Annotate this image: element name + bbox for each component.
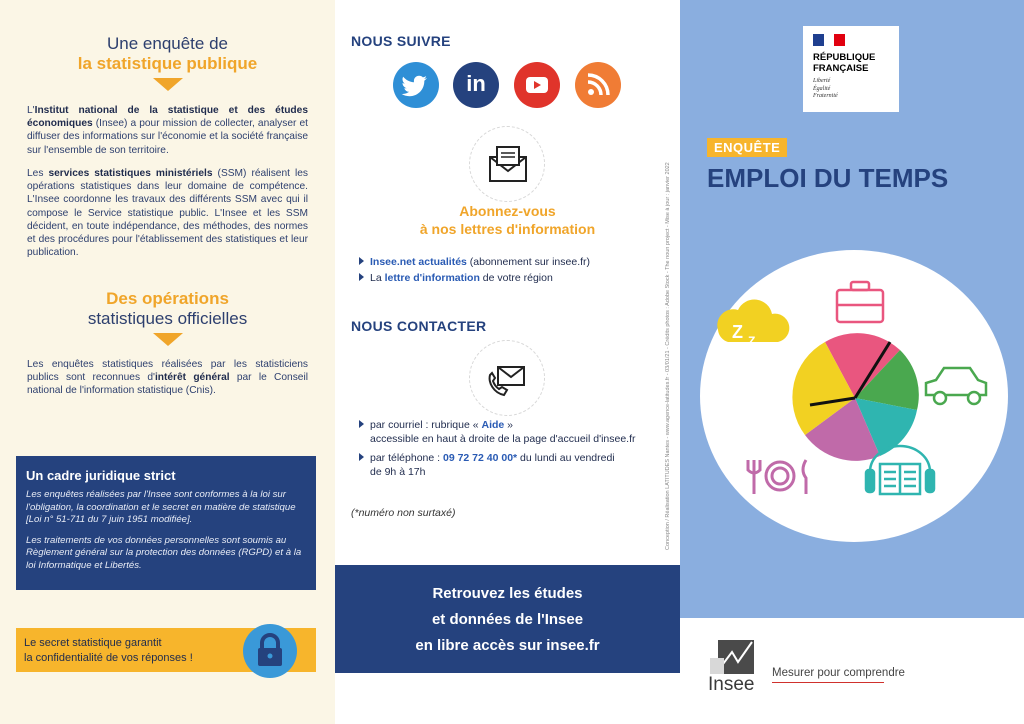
sleep-cloud-icon bbox=[717, 300, 789, 351]
left-panel bbox=[0, 0, 335, 724]
subscribe-item-1: Insee.net actualités (abonnement sur insee.fr) bbox=[359, 255, 590, 269]
svg-text:Z: Z bbox=[748, 334, 756, 348]
heading-line2: statistiques officielles bbox=[87, 309, 248, 328]
ssm-paragraph: Les services statistiques ministériels (SSM) réalisent les opérations statistiques dans leur domaine de compétence. L'Insee coordonne les travaux des différents SSM avec qui il compose le Service statistique public. L'Insee et les SSM décident, en toute indépendance, des méthodes, des normes et des procédures pour l'établissement des statistiques et leur publication. bbox=[27, 168, 308, 259]
follow-title: NOUS SUIVRE bbox=[351, 33, 451, 49]
section-heading-operations bbox=[0, 289, 335, 346]
right-panel bbox=[680, 0, 1024, 724]
svg-text:Z: Z bbox=[758, 342, 763, 351]
twitter-icon[interactable] bbox=[393, 62, 439, 108]
legal-text-1: Les enquêtes réalisées par l'Insee sont conformes à la loi sur l'obligation, la coordination et le secret en matière de statistique [Loi n° 51-711 du 7 juin 1951 modifiée]. bbox=[26, 489, 296, 525]
triangle-icon bbox=[153, 78, 183, 91]
intro-paragraph: L'Institut national de la statistique et des études économiques (Insee) a pour mission de collecter, analyser et diffuser des informations sur l'économie et la société française sur l'ensemble de son territoire. bbox=[27, 105, 308, 156]
pie-clock-icon bbox=[792, 333, 918, 461]
cnis-paragraph: Les enquêtes statistiques réalisées par les statisticiens publics sont reconnues d'intérêt général par le Conseil national de l'information statistique (Cnis). bbox=[27, 359, 308, 397]
youtube-icon[interactable] bbox=[514, 62, 560, 108]
open-access-banner: Retrouvez les études et données de l'Insee en libre accès sur insee.fr bbox=[335, 565, 680, 673]
activity-illustration bbox=[700, 250, 1008, 542]
arrow-icon bbox=[359, 257, 364, 265]
arrow-icon bbox=[359, 273, 364, 281]
section-heading-survey bbox=[0, 34, 335, 91]
secret-line2: la confidentialité de vos réponses ! bbox=[24, 652, 193, 664]
cutlery-icon bbox=[748, 460, 806, 494]
french-flag-icon bbox=[813, 34, 845, 46]
newsletter-icon bbox=[469, 126, 545, 202]
contact-phone-item: par téléphone : 09 72 72 40 00* du lundi au vendredi de 9h à 17h bbox=[359, 451, 615, 479]
insee-wordmark: Insee bbox=[708, 674, 755, 695]
legal-box bbox=[16, 456, 316, 590]
heading-line1: Une enquête de bbox=[107, 34, 228, 53]
footnote: (*numéro non surtaxé) bbox=[351, 507, 456, 519]
tagline-underline bbox=[772, 682, 884, 683]
contact-email-item: par courriel : rubrique « Aide » accessible en haut à droite de la page d'accueil d'insee.fr bbox=[359, 418, 636, 446]
regional-letter-link[interactable]: lettre d'information bbox=[384, 272, 480, 284]
car-icon bbox=[926, 368, 986, 404]
middle-panel bbox=[335, 0, 680, 724]
heading-line1: Des opérations bbox=[106, 289, 229, 308]
insee-net-link[interactable]: Insee.net actualités bbox=[370, 256, 467, 268]
phone-link[interactable]: 09 72 72 40 00* bbox=[442, 452, 518, 464]
lock-icon bbox=[243, 624, 297, 678]
heading-line2: la statistique publique bbox=[77, 54, 258, 73]
mail-phone-icon bbox=[469, 340, 545, 416]
linkedin-icon[interactable]: in bbox=[453, 62, 499, 108]
republique-francaise-logo: RÉPUBLIQUE FRANÇAISE Liberté Égalité Fraternité bbox=[803, 26, 899, 112]
arrow-icon bbox=[359, 453, 364, 461]
arrow-icon bbox=[359, 420, 364, 428]
survey-badge: ENQUÊTE bbox=[707, 138, 787, 157]
survey-title: EMPLOI DU TEMPS bbox=[707, 163, 949, 193]
insee-tagline: Mesurer pour comprendre bbox=[772, 667, 905, 679]
legal-text-2: Les traitements de vos données personnelles sont soumis au Règlement général sur la protection des données (RGPD) et à la loi Informatique et Libertés. bbox=[26, 534, 302, 571]
triangle-icon bbox=[153, 333, 183, 346]
contact-title: NOUS CONTACTER bbox=[351, 318, 487, 334]
subscribe-item-2: La lettre d'information de votre région bbox=[359, 271, 553, 285]
vertical-credit: Conception / Réalisation LATITUDES Nantes - www.agence-latitudes.fr - 03/01/21 - Crédits photos : Adobe Stock - The noun project - Mise à jour : janvier 2022 bbox=[665, 162, 671, 550]
legal-title: Un cadre juridique strict bbox=[26, 468, 176, 483]
help-link[interactable]: Aide bbox=[481, 419, 505, 431]
secret-line1: Le secret statistique garantit bbox=[24, 637, 162, 649]
subscribe-heading: Abonnez-vous à nos lettres d'information bbox=[419, 203, 596, 237]
svg-text:Z: Z bbox=[732, 322, 743, 342]
briefcase-icon bbox=[837, 282, 883, 322]
rss-icon[interactable] bbox=[575, 62, 621, 108]
